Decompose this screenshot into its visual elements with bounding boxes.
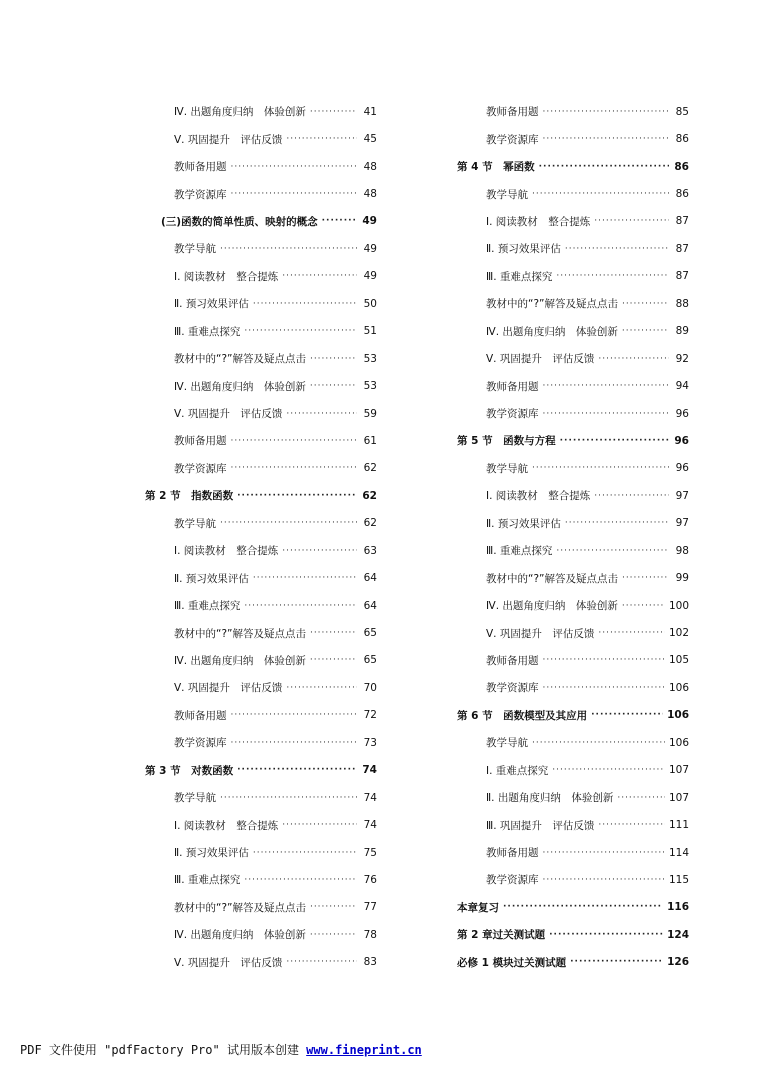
toc-entry[interactable] [457,647,689,674]
toc-entry-title: 教学导航 [174,517,216,530]
toc-entry-title: Ⅱ. 出题角度归纳 体验创新 [486,792,614,805]
toc-page-number: 106 [667,709,689,722]
toc-entry[interactable] [457,153,689,180]
toc-entry-title: Ⅳ. 出题角度归纳 体验创新 [486,325,618,338]
toc-page-number: 87 [675,215,689,228]
toc-entry-title: (三)函数的简单性质、映射的概念 [161,215,318,228]
toc-entry[interactable] [145,98,377,125]
toc-entry[interactable] [457,894,689,921]
toc-entry-title: Ⅱ. 预习效果评估 [174,847,249,860]
toc-entry[interactable] [145,647,377,674]
toc-entry-title: 教师备用题 [486,380,539,393]
toc-entry[interactable] [145,125,377,152]
toc-entry[interactable] [457,702,689,729]
toc-entry[interactable] [145,619,377,646]
toc-leader-dots [560,436,669,446]
toc-leader-dots [598,820,665,830]
toc-entry[interactable] [145,482,377,509]
toc-entry[interactable] [145,537,377,564]
toc-entry[interactable] [457,345,689,372]
toc-entry[interactable] [457,949,689,976]
toc-page-number: 99 [675,572,689,585]
toc-leader-dots [570,957,663,967]
toc-page-number: 73 [363,736,377,749]
toc-leader-dots [532,463,669,473]
toc-entry[interactable] [145,757,377,784]
toc-leader-dots [556,271,669,281]
toc-page-number: 49 [363,270,377,283]
toc-entry[interactable] [145,510,377,537]
toc-page-number: 59 [363,407,377,420]
toc-entry-title: 第 5 节 函数与方程 [457,435,556,448]
toc-page-number: 74 [363,819,377,832]
toc-entry[interactable] [145,318,377,345]
toc-entry-title: Ⅴ. 巩固提升 评估反馈 [486,353,595,366]
toc-leader-dots [231,436,358,446]
toc-entry-title: 教材中的“?”解答及疑点点击 [174,901,306,914]
toc-entry-title: Ⅲ. 重难点探究 [174,874,241,887]
toc-page-number: 49 [362,215,377,228]
toc-page-number: 107 [668,764,689,777]
toc-page-number: 77 [363,901,377,914]
toc-entry-title: Ⅰ. 重难点探究 [486,764,549,777]
toc-leader-dots [594,491,669,501]
toc-entry[interactable] [457,455,689,482]
toc-leader-dots [310,381,357,391]
toc-page-number: 49 [363,242,377,255]
toc-leader-dots [556,546,669,556]
toc-leader-dots [532,189,669,199]
toc-leader-dots [552,765,665,775]
toc-entry-title: Ⅲ. 重难点探究 [174,600,241,613]
toc-page-number: 96 [675,407,689,420]
toc-entry[interactable] [457,619,689,646]
toc-page-number: 41 [363,105,377,118]
toc-entry-title: Ⅲ. 重难点探究 [174,325,241,338]
toc-entry[interactable] [457,290,689,317]
footer-text: PDF 文件使用 "pdfFactory Pro" 试用版本创建 [20,1043,307,1057]
toc-entry[interactable] [145,949,377,976]
toc-entry-title: Ⅴ. 巩固提升 评估反馈 [174,682,283,695]
footer-link[interactable]: www.fineprint.cn [306,1043,422,1057]
toc-entry-title: 教师备用题 [174,709,227,722]
toc-leader-dots [253,848,357,858]
toc-leader-dots [617,793,665,803]
toc-entry-title: Ⅰ. 阅读教材 整合提炼 [174,545,279,558]
toc-page-number: 64 [363,572,377,585]
toc-entry[interactable] [457,372,689,399]
toc-page-number: 96 [674,434,689,447]
toc-entry-title: 第 4 节 幂函数 [457,161,535,174]
toc-entry[interactable] [145,345,377,372]
toc-entry[interactable] [145,894,377,921]
toc-leader-dots [231,710,358,720]
toc-entry[interactable] [145,702,377,729]
toc-entry[interactable] [457,510,689,537]
toc-page-number: 114 [668,846,689,859]
toc-page-number: 63 [363,544,377,557]
toc-entry-title: 第 3 节 对数函数 [145,764,234,777]
toc-leader-dots [532,738,665,748]
toc-page-number: 83 [363,956,377,969]
toc-entry-title: 教师备用题 [174,435,227,448]
toc-leader-dots [253,573,357,583]
toc-entry-title: 第 6 节 函数模型及其应用 [457,709,588,722]
toc-entry-title: 教学资源库 [174,188,227,201]
toc-leader-dots [244,601,357,611]
toc-leader-dots [622,299,669,309]
toc-page-number: 115 [668,873,689,886]
toc-entry-title: Ⅳ. 出题角度归纳 体验创新 [174,380,306,393]
pdf-footer [20,1041,422,1058]
toc-leader-dots [282,546,357,556]
toc-page-number: 75 [363,846,377,859]
toc-entry[interactable] [145,400,377,427]
toc-entry-title: Ⅱ. 预习效果评估 [174,298,249,311]
toc-leader-dots [591,710,663,720]
toc-entry-title: 教学资源库 [486,408,539,421]
toc-page-number: 74 [363,791,377,804]
toc-page-number: 126 [667,956,689,969]
toc-entry-title: Ⅳ. 出题角度归纳 体验创新 [174,106,306,119]
toc-entry[interactable] [457,757,689,784]
toc-entry-title: 教学资源库 [174,737,227,750]
toc-entry[interactable] [145,729,377,756]
toc-entry[interactable] [457,921,689,948]
toc-entry-title: 第 2 节 指数函数 [145,490,234,503]
toc-entry-title: 教材中的“?”解答及疑点点击 [486,298,618,311]
toc-page-number: 78 [363,928,377,941]
toc-leader-dots [286,134,357,144]
toc-entry[interactable] [457,811,689,838]
toc-entry[interactable] [457,564,689,591]
toc-page-number: 61 [363,434,377,447]
toc-entry[interactable] [145,839,377,866]
toc-page-number: 53 [363,380,377,393]
toc-page-number: 88 [675,297,689,310]
toc-page-number: 72 [363,709,377,722]
toc-page-number: 85 [675,105,689,118]
toc-entry-title: 教学导航 [174,243,216,256]
toc-leader-dots [594,216,669,226]
toc-entry[interactable] [145,263,377,290]
toc-entry[interactable] [457,125,689,152]
toc-entry[interactable] [145,784,377,811]
toc-page-number: 86 [675,188,689,201]
toc-entry-title: Ⅱ. 预习效果评估 [486,517,561,530]
toc-entry-title: Ⅰ. 阅读教材 整合提炼 [174,819,279,832]
toc-entry-title: 本章复习 [457,901,499,914]
toc-leader-dots [543,381,670,391]
toc-page-number: 51 [363,325,377,338]
toc-leader-dots [310,107,357,117]
toc-right-column [457,98,689,976]
toc-leader-dots [539,162,669,172]
toc-leader-dots [543,875,665,885]
toc-entry[interactable] [145,674,377,701]
toc-leader-dots [543,107,670,117]
toc-entry-title: 第 2 章过关测试题 [457,929,546,942]
toc-entry-title: Ⅳ. 出题角度归纳 体验创新 [486,600,618,613]
toc-leader-dots [310,655,357,665]
toc-entry-title: Ⅲ. 巩固提升 评估反馈 [486,819,595,832]
toc-leader-dots [244,326,357,336]
toc-page-number: 107 [668,791,689,804]
toc-entry[interactable] [457,208,689,235]
toc-page-number: 48 [363,160,377,173]
toc-entry[interactable] [457,180,689,207]
toc-entry[interactable] [145,564,377,591]
toc-entry[interactable] [457,482,689,509]
toc-leader-dots [622,326,669,336]
toc-entry-title: Ⅴ. 巩固提升 评估反馈 [486,627,595,640]
toc-leader-dots [565,518,669,528]
toc-entry-title: Ⅱ. 预习效果评估 [174,572,249,585]
toc-entry[interactable] [457,674,689,701]
toc-entry-title: 教材中的“?”解答及疑点点击 [174,627,306,640]
toc-entry-title: Ⅴ. 巩固提升 评估反馈 [174,133,283,146]
toc-entry-title: 教学资源库 [486,874,539,887]
toc-left-column [145,98,377,976]
toc-leader-dots [231,738,358,748]
toc-leader-dots [220,518,357,528]
toc-page-number: 116 [667,901,689,914]
toc-leader-dots [220,793,357,803]
toc-entry-title: 教学导航 [486,737,528,750]
toc-page-number: 86 [674,160,689,173]
toc-page-number: 74 [362,764,377,777]
toc-leader-dots [253,299,357,309]
toc-entry[interactable] [145,153,377,180]
toc-page-number: 45 [363,133,377,146]
toc-page-number: 106 [668,681,689,694]
toc-page-number: 97 [675,489,689,502]
toc-page-number: 87 [675,242,689,255]
toc-entry[interactable] [145,427,377,454]
toc-entry[interactable] [457,427,689,454]
toc-entry-title: 教师备用题 [486,847,539,860]
toc-entry[interactable] [457,729,689,756]
toc-leader-dots [543,683,665,693]
toc-entry[interactable] [145,866,377,893]
toc-leader-dots [237,765,357,775]
toc-entry[interactable] [457,592,689,619]
toc-leader-dots [310,930,357,940]
toc-page-number: 76 [363,873,377,886]
toc-entry[interactable] [457,784,689,811]
toc-entry-title: 教学导航 [174,792,216,805]
toc-leader-dots [549,930,663,940]
toc-entry[interactable] [145,180,377,207]
toc-page-number: 105 [668,654,689,667]
toc-entry[interactable] [457,318,689,345]
toc-entry-title: 教师备用题 [486,106,539,119]
toc-leader-dots [622,601,665,611]
toc-page-number: 62 [363,462,377,475]
toc-page-number: 92 [675,352,689,365]
toc-entry-title: Ⅳ. 出题角度归纳 体验创新 [174,654,306,667]
toc-entry[interactable] [145,372,377,399]
toc-entry-title: 教学资源库 [486,133,539,146]
toc-entry-title: Ⅲ. 重难点探究 [486,270,553,283]
toc-entry-title: Ⅰ. 阅读教材 整合提炼 [174,270,279,283]
toc-page-number: 65 [363,627,377,640]
toc-page-number: 62 [363,517,377,530]
toc-entry[interactable] [145,208,377,235]
toc-leader-dots [543,655,665,665]
toc-leader-dots [282,820,357,830]
toc-page-number: 124 [667,928,689,941]
toc-entry-title: 教学导航 [486,462,528,475]
toc-entry[interactable] [457,98,689,125]
toc-entry[interactable] [145,290,377,317]
toc-leader-dots [220,244,357,254]
toc-page-number: 111 [668,819,689,832]
toc-entry[interactable] [457,263,689,290]
toc-entry-title: 必修 1 模块过关测试题 [457,956,567,969]
toc-leader-dots [322,216,357,226]
toc-entry[interactable] [457,235,689,262]
toc-page-number: 106 [668,736,689,749]
toc-leader-dots [231,463,358,473]
toc-entry-title: Ⅰ. 阅读教材 整合提炼 [486,490,591,503]
toc-page-number: 102 [668,627,689,640]
toc-leader-dots [244,875,357,885]
toc-leader-dots [543,848,665,858]
toc-page-number: 87 [675,270,689,283]
toc-entry-title: 教学资源库 [174,462,227,475]
toc-entry-title: 教材中的“?”解答及疑点点击 [174,353,306,366]
toc-page-number: 89 [675,325,689,338]
toc-entry-title: 教学资源库 [486,682,539,695]
toc-page-number: 97 [675,517,689,530]
toc-page-number: 50 [363,297,377,310]
toc-entry[interactable] [145,455,377,482]
toc-entry[interactable] [457,537,689,564]
toc-page-number: 98 [675,544,689,557]
toc-leader-dots [237,491,357,501]
toc-entry-title: Ⅴ. 巩固提升 评估反馈 [174,956,283,969]
toc-entry[interactable] [457,400,689,427]
toc-leader-dots [310,628,357,638]
toc-entry-title: Ⅳ. 出题角度归纳 体验创新 [174,929,306,942]
toc-leader-dots [286,957,357,967]
toc-entry-title: Ⅰ. 阅读教材 整合提炼 [486,215,591,228]
toc-leader-dots [231,162,358,172]
toc-leader-dots [543,409,670,419]
toc-page-number: 64 [363,599,377,612]
toc-page-number: 70 [363,681,377,694]
toc-leader-dots [503,902,663,912]
toc-entry-title: Ⅱ. 预习效果评估 [486,243,561,256]
toc-page-number: 96 [675,462,689,475]
toc-leader-dots [622,573,669,583]
toc-leader-dots [310,354,357,364]
toc-entry[interactable] [145,592,377,619]
toc-leader-dots [231,189,358,199]
toc-entry-title: Ⅲ. 重难点探究 [486,545,553,558]
toc-page-number: 53 [363,352,377,365]
toc-leader-dots [565,244,669,254]
toc-leader-dots [282,271,357,281]
toc-leader-dots [310,902,357,912]
toc-page-number: 62 [362,489,377,502]
toc-page-number: 65 [363,654,377,667]
toc-leader-dots [598,628,665,638]
toc-entry[interactable] [145,921,377,948]
toc-entry-title: 教学导航 [486,188,528,201]
toc-entry[interactable] [457,866,689,893]
toc-page-number: 94 [675,380,689,393]
toc-leader-dots [543,134,670,144]
toc-entry-title: 教材中的“?”解答及疑点点击 [486,572,618,585]
toc-page-number: 100 [668,599,689,612]
toc-entry[interactable] [457,839,689,866]
toc-entry[interactable] [145,235,377,262]
toc-entry-title: 教师备用题 [486,654,539,667]
toc-page-number: 86 [675,133,689,146]
toc-leader-dots [598,354,669,364]
toc-leader-dots [286,409,357,419]
toc-entry[interactable] [145,811,377,838]
toc-page-number: 48 [363,188,377,201]
toc-leader-dots [286,683,357,693]
toc-entry-title: Ⅴ. 巩固提升 评估反馈 [174,408,283,421]
toc-entry-title: 教师备用题 [174,161,227,174]
